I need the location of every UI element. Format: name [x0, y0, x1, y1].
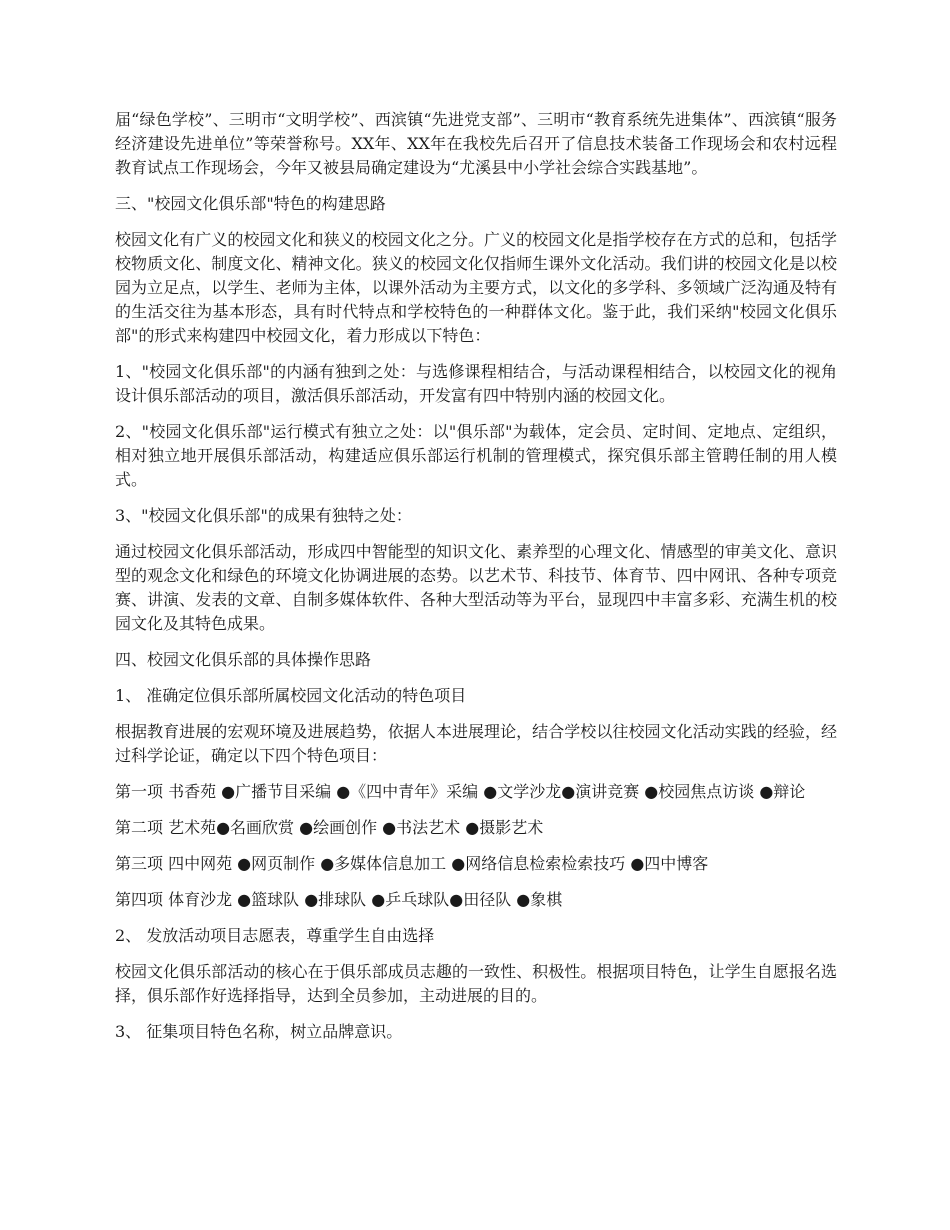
- subheading-2: 2、 发放活动项目志愿表，尊重学生自由选择: [115, 926, 435, 945]
- paragraph-results: 通过校园文化俱乐部活动，形成四中智能型的知识文化、素养型的心理文化、情感型的审美文化、意识型的观念文化和绿色的环境文化协调进展的态势。以艺术节、科技节、体育节、四中网讯、各种专项竞赛、讲演、发表的文章、自制多媒体软件、各种大型活动等为平台，显现四中丰富多彩、充满生机的校园文化及其特色成果。: [115, 542, 837, 633]
- paragraph-culture-definition: 校园文化有广义的校园文化和狭义的校园文化之分。广义的校园文化是指学校存在方式的总和，包括学校物质文化、制度文化、精神文化。狭义的校园文化仅指师生课外文化活动。我们讲的校园文化是以校园为立足点，以学生、老师为主体，以课外活动为主要方式，以文化的多学科、多领域广泛沟通及特有的生活交往为基本形态，具有时代特点和学校特色的一种群体文化。鉴于此，我们采纳"校园文化俱乐部"的形式来构建四中校园文化，着力形成以下特色：: [115, 230, 837, 345]
- section-heading-4: 四、校园文化俱乐部的具体操作思路: [115, 650, 372, 669]
- project-item-2: 第二项 艺术苑●名画欣赏 ●绘画创作 ●书法艺术 ●摄影艺术: [115, 818, 544, 837]
- paragraph-projects-intro: 根据教育进展的宏观环境及进展趋势，依据人本进展理论，结合学校以往校园文化活动实践的经验，经过科学论证，确定以下四个特色项目：: [115, 722, 837, 765]
- paragraph-volunteer: 校园文化俱乐部活动的核心在于俱乐部成员志趣的一致性、积极性。根据项目特色，让学生自愿报名选择，俱乐部作好选择指导，达到全员参加，主动进展的目的。: [115, 962, 837, 1005]
- paragraph-honors: 届“绿色学校”、三明市“文明学校”、西滨镇“先进党支部”、三明市“教育系统先进集体”、西滨镇“服务经济建设先进单位”等荣誉称号。XX年、XX年在我校先后召开了信息技术装备工作现场会和农村远程教育试点工作现场会，今年又被县局确定建设为“尤溪县中小学社会综合实践基地”。: [115, 110, 837, 177]
- subheading-3: 3、 征集项目特色名称，树立品牌意识。: [115, 1022, 403, 1041]
- paragraph-feature-2: 2、"校园文化俱乐部"运行模式有独立之处：以"俱乐部"为载体，定会员、定时间、定地点、定组织，相对独立地开展俱乐部活动，构建适应俱乐部运行机制的管理模式，探究俱乐部主管聘任制的用人模式。: [115, 422, 837, 489]
- paragraph-feature-3: 3、"校园文化俱乐部"的成果有独特之处：: [115, 506, 412, 525]
- project-item-1: 第一项 书香苑 ●广播节目采编 ●《四中青年》采编 ●文学沙龙●演讲竞赛 ●校园焦点访谈 ●辩论: [115, 782, 806, 801]
- paragraph-feature-1: 1、"校园文化俱乐部"的内涵有独到之处：与选修课程相结合，与活动课程相结合，以校园文化的视角设计俱乐部活动的项目，激活俱乐部活动，开发富有四中特别内涵的校园文化。: [115, 362, 837, 405]
- project-item-4: 第四项 体育沙龙 ●篮球队 ●排球队 ●乒乓球队●田径队 ●象棋: [115, 890, 563, 909]
- section-heading-3: 三、"校园文化俱乐部"特色的构建思路: [115, 194, 386, 213]
- subheading-1: 1、 准确定位俱乐部所属校园文化活动的特色项目: [115, 686, 467, 705]
- document-page: [115, 108, 837, 1056]
- project-item-3: 第三项 四中网苑 ●网页制作 ●多媒体信息加工 ●网络信息检索检索技巧 ●四中博客: [115, 854, 709, 873]
